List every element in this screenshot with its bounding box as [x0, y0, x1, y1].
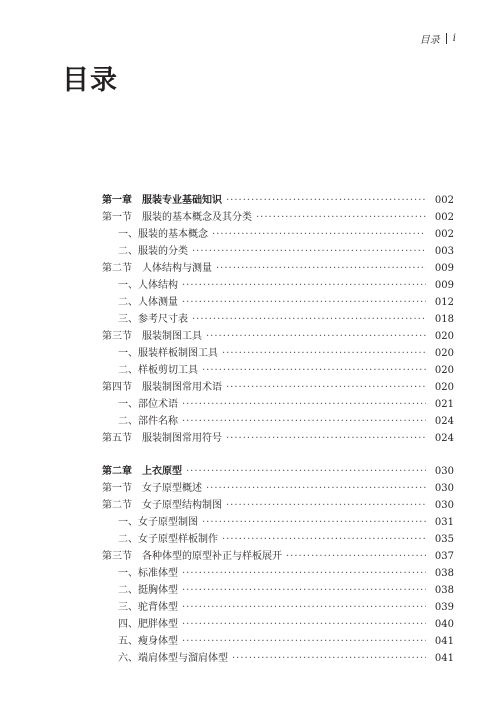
toc-leader-dots: [216, 260, 426, 277]
toc-item-row[interactable]: [102, 277, 454, 294]
toc-entry-page: 003: [434, 246, 454, 257]
toc-item-row[interactable]: [102, 226, 454, 243]
toc-entry-page: 020: [434, 331, 454, 342]
toc-section-row[interactable]: [102, 480, 454, 497]
toc-item-row[interactable]: [102, 345, 454, 362]
toc-entry-label: 第二章: [102, 466, 132, 477]
toc-entry-page: 030: [434, 483, 454, 494]
toc-entry-title: 人体结构与测量: [142, 263, 212, 274]
toc-entry-label: 三、: [118, 314, 138, 325]
toc-leader-dots: [226, 430, 426, 447]
toc-entry-label: 二、: [118, 297, 138, 308]
toc-section-row[interactable]: [102, 497, 454, 514]
toc-entry-title: 服装的基本概念: [138, 229, 208, 240]
toc-entry-title: 服装专业基础知识: [142, 195, 222, 206]
toc-entry-title: 女子原型样板制作: [138, 534, 218, 545]
toc-item-row[interactable]: [102, 413, 454, 430]
toc-leader-dots: [182, 413, 426, 430]
toc-leader-dots: [226, 497, 426, 514]
toc-leader-dots: [202, 514, 426, 531]
toc-leader-dots: [226, 192, 426, 209]
toc-entry-title: 样板剪切工具: [138, 365, 198, 376]
toc-entry-label: 第二节: [102, 500, 132, 511]
toc-item-row[interactable]: [102, 565, 454, 582]
toc-leader-dots: [192, 243, 426, 260]
toc-entry-page: 030: [434, 500, 454, 511]
toc-leader-dots: [182, 616, 426, 633]
toc-leader-dots: [182, 277, 426, 294]
toc-item-row[interactable]: [102, 396, 454, 413]
toc-entry-label: 二、: [118, 416, 138, 427]
toc-section-row[interactable]: [102, 548, 454, 565]
toc-entry-label: 一、: [118, 568, 138, 579]
toc-entry-label: 第三节: [102, 331, 132, 342]
toc-entry-page: 038: [434, 568, 454, 579]
toc-leader-dots: [182, 294, 426, 311]
toc-entry-page: 002: [434, 212, 454, 223]
toc-entry-title: 参考尺寸表: [138, 314, 188, 325]
toc-entry-label: 三、: [118, 602, 138, 613]
toc-item-row[interactable]: [102, 531, 454, 548]
toc-entry-title: 上衣原型: [142, 466, 182, 477]
toc-entry-label: 第一节: [102, 212, 132, 223]
toc-gap: [102, 447, 454, 463]
toc-entry-title: 挺胸体型: [138, 585, 178, 596]
toc-entry-label: 第三节: [102, 551, 132, 562]
toc-entry-label: 一、: [118, 229, 138, 240]
toc-item-row[interactable]: [102, 582, 454, 599]
toc-entry-page: 035: [434, 534, 454, 545]
toc-item-row[interactable]: [102, 294, 454, 311]
toc-section-row[interactable]: [102, 379, 454, 396]
toc-leader-dots: [182, 396, 426, 413]
toc-entry-label: 第四节: [102, 382, 132, 393]
toc-entry-title: 服装制图常用符号: [142, 433, 222, 444]
table-of-contents: [102, 192, 454, 667]
toc-section-row[interactable]: [102, 328, 454, 345]
toc-section-row[interactable]: [102, 430, 454, 447]
toc-entry-page: 012: [434, 297, 454, 308]
toc-entry-title: 标准体型: [138, 568, 178, 579]
toc-item-row[interactable]: [102, 599, 454, 616]
toc-entry-page: 020: [434, 365, 454, 376]
toc-entry-page: 030: [434, 466, 454, 477]
toc-entry-title: 部位术语: [138, 399, 178, 410]
toc-entry-title: 服装制图常用术语: [142, 382, 222, 393]
toc-entry-label: 第一章: [102, 195, 132, 206]
toc-item-row[interactable]: [102, 514, 454, 531]
toc-entry-page: 038: [434, 585, 454, 596]
toc-item-row[interactable]: [102, 650, 454, 667]
toc-leader-dots: [182, 633, 426, 650]
toc-entry-title: 服装样板制图工具: [138, 348, 218, 359]
toc-leader-dots: [222, 345, 426, 362]
toc-entry-page: 002: [434, 195, 454, 206]
toc-entry-page: 020: [434, 382, 454, 393]
toc-section-row[interactable]: [102, 209, 454, 226]
toc-leader-dots: [286, 548, 426, 565]
toc-entry-title: 驼背体型: [138, 602, 178, 613]
toc-entry-label: 二、: [118, 365, 138, 376]
toc-entry-label: 四、: [118, 619, 138, 630]
toc-entry-page: 037: [434, 551, 454, 562]
toc-leader-dots: [222, 531, 426, 548]
toc-leader-dots: [186, 463, 426, 480]
toc-entry-title: 服装的基本概念及其分类: [142, 212, 252, 223]
toc-entry-page: 041: [434, 653, 454, 664]
toc-entry-page: 009: [434, 280, 454, 291]
toc-entry-label: 五、: [118, 636, 138, 647]
toc-entry-label: 第二节: [102, 263, 132, 274]
toc-leader-dots: [202, 362, 426, 379]
header-title: 目录: [419, 35, 440, 46]
toc-entry-page: 018: [434, 314, 454, 325]
toc-entry-title: 服装制图工具: [142, 331, 202, 342]
toc-leader-dots: [182, 582, 426, 599]
toc-leader-dots: [182, 599, 426, 616]
toc-chapter-row[interactable]: [102, 463, 454, 480]
toc-leader-dots: [256, 209, 426, 226]
toc-entry-label: 六、: [118, 653, 138, 664]
toc-item-row[interactable]: [102, 633, 454, 650]
toc-entry-title: 女子原型制图: [138, 517, 198, 528]
toc-entry-page: 020: [434, 348, 454, 359]
toc-entry-page: 039: [434, 602, 454, 613]
toc-entry-label: 一、: [118, 348, 138, 359]
toc-chapter-row[interactable]: [102, 192, 454, 209]
header-page-number: i: [452, 33, 456, 44]
header-separator: [446, 33, 447, 44]
toc-entry-page: 041: [434, 636, 454, 647]
toc-item-row[interactable]: [102, 243, 454, 260]
toc-item-row[interactable]: [102, 311, 454, 328]
toc-entry-page: 040: [434, 619, 454, 630]
toc-entry-page: 009: [434, 263, 454, 274]
toc-entry-title: 肥胖体型: [138, 619, 178, 630]
toc-entry-title: 人体结构: [138, 280, 178, 291]
toc-entry-title: 女子原型概述: [142, 483, 202, 494]
toc-entry-page: 024: [434, 433, 454, 444]
page-title: 目录: [62, 65, 118, 96]
toc-leader-dots: [226, 379, 426, 396]
toc-entry-title: 女子原型结构制图: [142, 500, 222, 511]
toc-entry-page: 021: [434, 399, 454, 410]
running-header: [420, 31, 456, 46]
toc-section-row[interactable]: [102, 260, 454, 277]
toc-item-row[interactable]: [102, 362, 454, 379]
toc-entry-title: 人体测量: [138, 297, 178, 308]
toc-leader-dots: [232, 650, 426, 667]
toc-entry-title: 各种体型的原型补正与样板展开: [142, 551, 282, 562]
toc-entry-page: 024: [434, 416, 454, 427]
toc-item-row[interactable]: [102, 616, 454, 633]
toc-leader-dots: [182, 565, 426, 582]
toc-entry-title: 瘦身体型: [138, 636, 178, 647]
toc-entry-page: 002: [434, 229, 454, 240]
toc-entry-label: 第一节: [102, 483, 132, 494]
toc-entry-label: 二、: [118, 534, 138, 545]
toc-entry-label: 一、: [118, 517, 138, 528]
toc-entry-page: 031: [434, 517, 454, 528]
toc-leader-dots: [206, 328, 426, 345]
toc-leader-dots: [212, 226, 426, 243]
toc-leader-dots: [206, 480, 426, 497]
toc-entry-label: 二、: [118, 585, 138, 596]
toc-entry-title: 服装的分类: [138, 246, 188, 257]
toc-entry-label: 二、: [118, 246, 138, 257]
toc-entry-label: 一、: [118, 280, 138, 291]
toc-leader-dots: [192, 311, 426, 328]
toc-entry-label: 第五节: [102, 433, 132, 444]
toc-entry-title: 部件名称: [138, 416, 178, 427]
toc-entry-label: 一、: [118, 399, 138, 410]
toc-entry-title: 端肩体型与溜肩体型: [138, 653, 228, 664]
